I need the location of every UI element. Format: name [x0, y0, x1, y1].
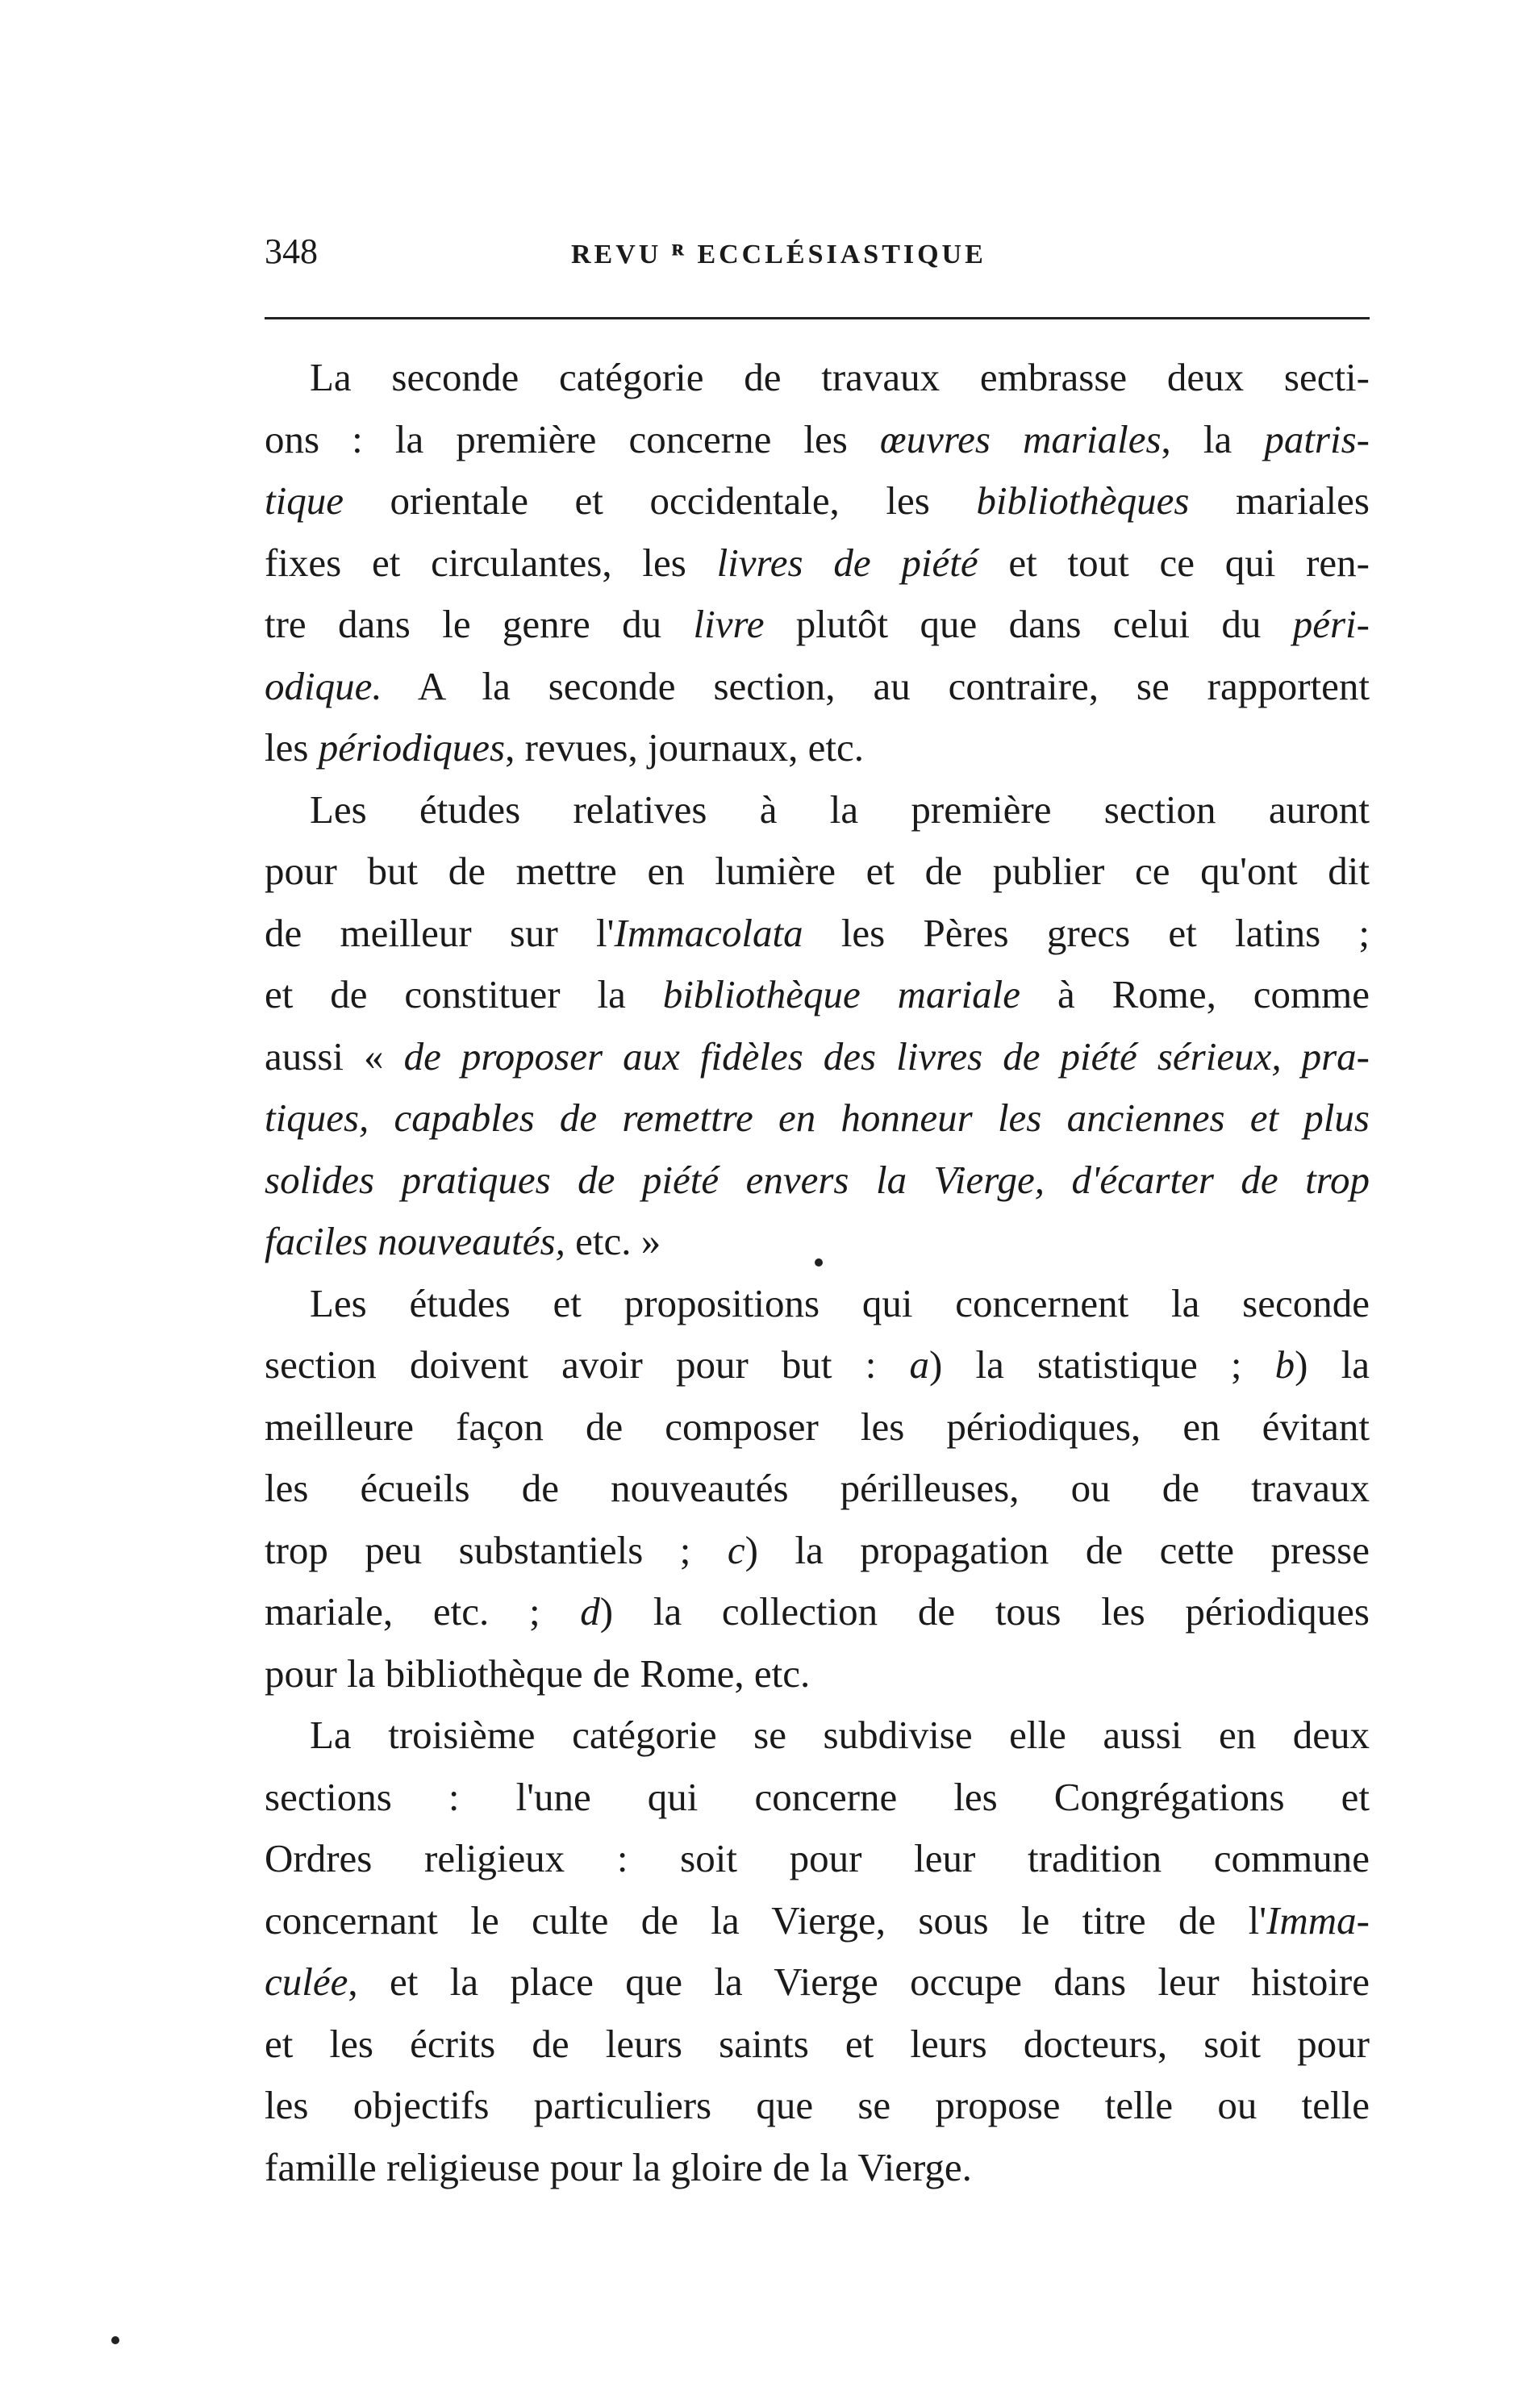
italic-run: bibliothèque mariale [662, 972, 1021, 1016]
text-run: famille religieuse pour la gloire de la Vierge. [265, 2144, 972, 2189]
italic-run: faciles nouveautés, [265, 1219, 565, 1263]
text-line [265, 532, 1370, 595]
text-line [265, 1951, 1370, 2014]
text-line [265, 1026, 1370, 1088]
page-header [265, 227, 1370, 276]
text-run: pour but de mettre en lumière et de publier ce qu'ont dit [265, 849, 1370, 893]
paragraph [265, 1273, 1370, 1705]
text-run: , revues, journaux, etc. [505, 725, 864, 770]
text-run: à Rome, comme [1020, 972, 1370, 1016]
text-line [265, 470, 1370, 532]
text-run: les Pères grecs et latins ; [803, 910, 1370, 955]
text-run: trop peu substantiels ; [265, 1527, 728, 1572]
text-line [265, 409, 1370, 471]
text-run: , la [1161, 416, 1265, 461]
paragraph [265, 779, 1370, 1273]
text-run: les objectifs particuliers que se propose telle ou telle [265, 2083, 1370, 2127]
text-run: les écueils de nouveautés périlleuses, ou de travaux [265, 1466, 1370, 1510]
text-line [265, 594, 1370, 656]
text-run: La troisième catégorie se subdivise elle aussi en deux [310, 1713, 1370, 1757]
text-line [265, 1087, 1370, 1150]
page-number: 348 [265, 232, 318, 271]
text-run: ) la [1295, 1342, 1370, 1387]
text-run: pour la bibliothèque de Rome, etc. [265, 1651, 811, 1696]
text-line [265, 2137, 1370, 2199]
text-line [265, 1396, 1370, 1459]
text-line [265, 841, 1370, 903]
text-run: tre dans le genre du [265, 602, 694, 646]
body-text [265, 347, 1370, 2198]
text-line [265, 1643, 1370, 1705]
italic-run: patris- [1264, 416, 1370, 461]
paragraph [265, 347, 1370, 779]
text-run: ) la collection de tous les périodiques [599, 1589, 1370, 1634]
text-run: etc. » [565, 1219, 661, 1263]
text-run: section doivent avoir pour but : [265, 1342, 910, 1387]
italic-run: solides pratiques de piété envers la Vierge, d'écarter de trop [265, 1157, 1370, 1202]
text-run: Les études relatives à la première section auront [310, 787, 1370, 832]
text-run: A la seconde section, au contraire, se rapportent [382, 663, 1370, 708]
text-line [265, 717, 1370, 779]
text-line [265, 1767, 1370, 1829]
text-line [265, 656, 1370, 718]
italic-run: livres de piété [716, 540, 978, 585]
italic-run: a [909, 1342, 929, 1387]
italic-run: c [727, 1527, 745, 1572]
italic-run: b [1274, 1342, 1295, 1387]
text-line [265, 1828, 1370, 1890]
text-line [265, 347, 1370, 409]
text-run: concernant le culte de la Vierge, sous le titre de l' [265, 1897, 1267, 1943]
italic-run: Immacolata [614, 910, 803, 955]
text-line [265, 1334, 1370, 1396]
italic-run: tiques, capables de remettre en honneur les anciennes et plus [265, 1095, 1370, 1140]
italic-run: tique [265, 478, 344, 523]
text-line [265, 1520, 1370, 1582]
italic-run: bibliothèques [976, 478, 1190, 523]
text-run: et tout ce qui ren- [978, 540, 1370, 585]
text-run: ) la statistique ; [928, 1342, 1275, 1387]
text-run: orientale et occidentale, les [343, 478, 977, 523]
text-line [265, 2075, 1370, 2137]
text-run: , et la place que la Vierge occupe dans leur histoire [348, 1959, 1370, 2004]
text-run: mariale, etc. ; [265, 1589, 581, 1634]
text-run: de meilleur sur l' [265, 910, 615, 955]
header-rule [265, 317, 1370, 319]
text-run: aussi « [265, 1033, 404, 1079]
text-run: les [265, 725, 319, 770]
scan-speck [815, 1258, 823, 1267]
text-run: et les écrits de leurs saints et leurs docteurs, soit pour [265, 2021, 1370, 2066]
text-run: ) la propagation de cette presse [744, 1527, 1370, 1572]
text-line [265, 1150, 1370, 1212]
text-run: fixes et circulantes, les [265, 540, 717, 585]
text-run: meilleure façon de composer les périodiques, en évitant [265, 1404, 1370, 1449]
paragraph [265, 1705, 1370, 2198]
italic-run: œuvres mariales [879, 416, 1162, 461]
italic-run: culée [265, 1959, 348, 2004]
italic-run: périodiques [318, 725, 506, 770]
italic-run: péri- [1292, 602, 1370, 646]
text-line [265, 964, 1370, 1026]
text-run: Les études et propositions qui concernent la seconde [310, 1280, 1370, 1325]
text-line [265, 2014, 1370, 2076]
text-run: sections : l'une qui concerne les Congrégations et [265, 1774, 1370, 1819]
text-run: et de constituer la [265, 972, 663, 1016]
text-line [265, 1458, 1370, 1520]
text-line [265, 779, 1370, 841]
running-title: REVU ᴿ ECCLÉSIASTIQUE [571, 240, 986, 269]
text-run: mariales [1189, 478, 1370, 523]
italic-run: Imma- [1266, 1897, 1370, 1943]
text-line [265, 903, 1370, 965]
text-line [265, 1273, 1370, 1335]
italic-run: de proposer aux fidèles des livres de piété sérieux, pra- [403, 1033, 1370, 1079]
italic-run: livre [693, 602, 765, 646]
text-run: plutôt que dans celui du [764, 602, 1293, 646]
text-run: La seconde catégorie de travaux embrasse deux secti- [310, 355, 1370, 399]
text-run: Ordres religieux : soit pour leur tradition commune [265, 1836, 1370, 1880]
text-line [265, 1581, 1370, 1643]
italic-run: odique. [265, 663, 382, 708]
text-run: ons : la première concerne les [265, 416, 880, 461]
text-line [265, 1705, 1370, 1767]
text-line [265, 1890, 1370, 1952]
scan-speck [111, 2336, 119, 2344]
italic-run: d [580, 1589, 600, 1634]
